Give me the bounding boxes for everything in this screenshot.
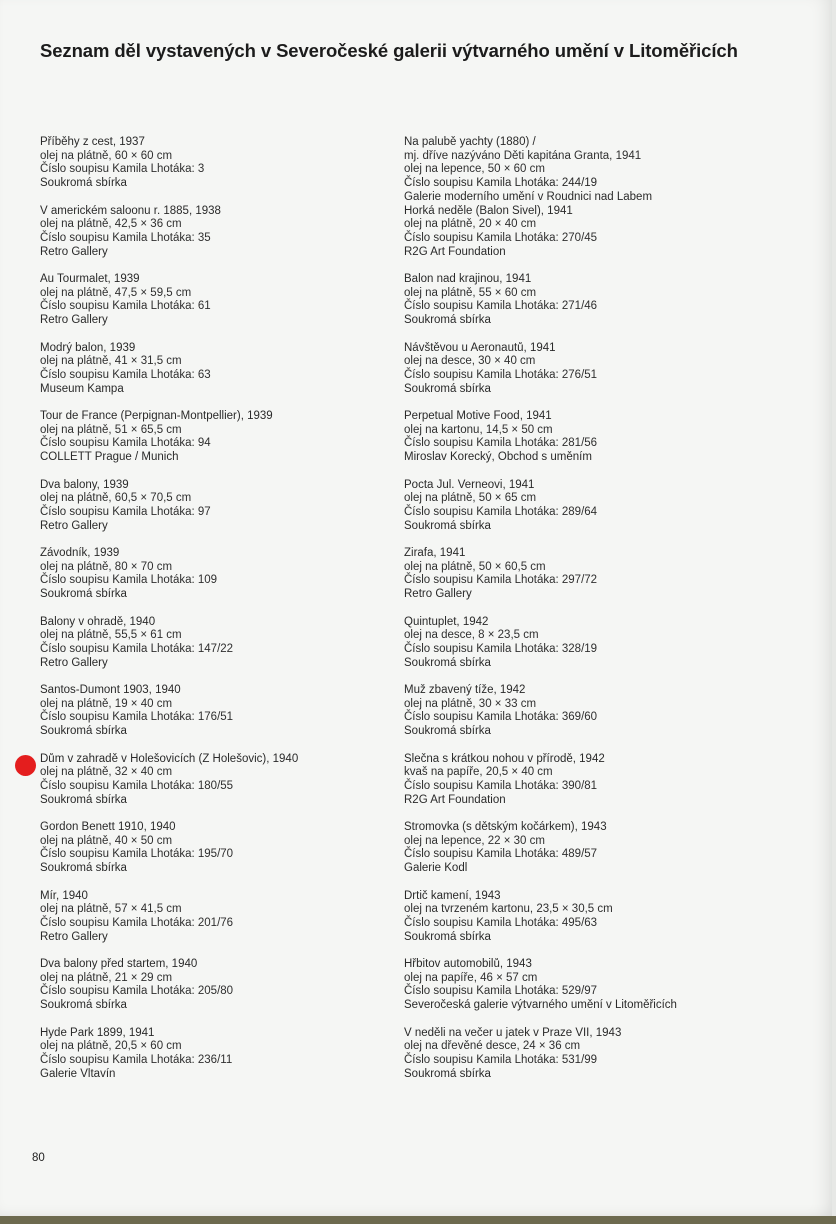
artwork-medium: olej na desce, 8 × 23,5 cm [404,629,539,642]
artwork-medium: olej na plátně, 55 × 60 cm [404,286,537,299]
artwork-medium: olej na plátně, 30 × 33 cm [404,697,537,710]
artwork-catalog-number: Číslo soupisu Kamila Lhotáka: 529/97 [404,985,598,998]
artwork-catalog-number: Číslo soupisu Kamila Lhotáka: 97 [40,505,211,518]
artwork-catalog-number: Číslo soupisu Kamila Lhotáka: 489/57 [404,848,598,861]
artwork-medium: kvaš na papíře, 20,5 × 40 cm [404,766,553,779]
artwork-title: Závodník, 1939 [40,547,120,559]
page-title: Seznam děl vystavených v Severočeské galerii výtvarného umění v Litoměřicích [40,40,738,61]
artwork-title: Dům v zahradě v Holešovicích (Z Holešovic), 1940 [40,752,299,765]
artwork-owner: Galerie Kodl [404,862,468,875]
page-number: 80 [32,1152,45,1164]
artwork-catalog-number: Číslo soupisu Kamila Lhotáka: 328/19 [404,642,598,655]
artwork-title: Au Tourmalet, 1939 [40,273,140,285]
artwork-medium: olej na tvrzeném kartonu, 23,5 × 30,5 cm [404,903,613,916]
artwork-title: Dva balony, 1939 [40,478,129,491]
artwork-catalog-number: Číslo soupisu Kamila Lhotáka: 109 [40,574,218,587]
artwork-owner: Museum Kampa [40,382,124,395]
artwork-entry [404,342,824,411]
artwork-owner: R2G Art Foundation [404,245,506,258]
artwork-entry [40,684,380,753]
artwork-catalog-number: Číslo soupisu Kamila Lhotáka: 297/72 [404,574,598,587]
artwork-medium: olej na plátně, 55,5 × 61 cm [40,629,182,642]
artwork-title: V americkém saloonu r. 1885, 1938 [40,204,221,217]
artwork-entry [40,136,380,205]
artwork-title: Hyde Park 1899, 1941 [40,1026,155,1039]
artwork-medium: olej na plátně, 51 × 65,5 cm [40,423,182,436]
artwork-entry [404,958,824,1027]
artwork-entry [404,205,824,274]
artwork-title: Stromovka (s dětským kočárkem), 1943 [404,821,607,833]
artwork-entry [404,1027,824,1096]
artwork-catalog-number: Číslo soupisu Kamila Lhotáka: 369/60 [404,711,598,724]
artwork-catalog-number: Číslo soupisu Kamila Lhotáka: 495/63 [404,916,598,929]
artwork-catalog-number: olej na lepence, 50 × 60 cm [404,163,545,176]
artwork-catalog-number: Číslo soupisu Kamila Lhotáka: 195/70 [40,848,234,861]
artwork-entry [40,1027,380,1096]
artwork-title: Mír, 1940 [40,889,88,902]
artwork-owner: Severočeská galerie výtvarného umění v Litoměřicích [404,999,677,1012]
artwork-title: Horká neděle (Balon Sivel), 1941 [404,204,573,217]
artwork-owner: Soukromá sbírka [404,1067,491,1080]
artwork-medium: olej na plátně, 20,5 × 60 cm [40,1040,182,1053]
artwork-owner: Soukromá sbírka [40,999,127,1012]
artwork-owner: Galerie moderního umění v Roudnici nad Labem [404,190,653,203]
artwork-entry [404,273,824,342]
artwork-catalog-number: Číslo soupisu Kamila Lhotáka: 531/99 [404,1053,598,1066]
artwork-owner: R2G Art Foundation [404,793,506,806]
artwork-title: V neděli na večer u jatek v Praze VII, 1943 [404,1026,622,1039]
artwork-catalog-number: Číslo soupisu Kamila Lhotáka: 289/64 [404,505,598,518]
artwork-entry [40,958,380,1027]
artwork-medium: olej na plátně, 42,5 × 36 cm [40,218,182,231]
artwork-medium: olej na papíře, 46 × 57 cm [404,971,538,984]
artwork-title: Quintuplet, 1942 [404,615,489,628]
artwork-entry [40,753,380,822]
artwork-title: Balony v ohradě, 1940 [40,615,156,628]
right-column [404,136,824,1095]
page-edge-background [0,1216,836,1224]
artwork-title: Muž zbavený tíže, 1942 [404,684,526,696]
artwork-medium: olej na plátně, 57 × 41,5 cm [40,903,182,916]
artwork-catalog-number: Číslo soupisu Kamila Lhotáka: 390/81 [404,779,598,792]
artwork-title: Drtič kamení, 1943 [404,889,501,902]
artwork-catalog-number: Číslo soupisu Kamila Lhotáka: 270/45 [404,231,598,244]
artwork-owner: Miroslav Korecký, Obchod s uměním [404,451,592,464]
artwork-catalog-number: Číslo soupisu Kamila Lhotáka: 63 [40,368,211,381]
artwork-medium: olej na plátně, 60,5 × 70,5 cm [40,492,192,505]
artwork-medium: olej na plátně, 50 × 60,5 cm [404,560,546,573]
artwork-entry [404,684,824,753]
artwork-medium: olej na plátně, 80 × 70 cm [40,560,173,573]
artwork-title: Modrý balon, 1939 [40,341,136,354]
artwork-entry [404,821,824,890]
artwork-entry [40,547,380,616]
artwork-entry [404,753,824,822]
red-dot-marker [15,755,36,776]
left-column [40,136,380,1095]
artwork-medium: olej na plátně, 20 × 40 cm [404,218,537,231]
artwork-medium: olej na plátně, 19 × 40 cm [40,697,173,710]
artwork-owner: COLLETT Prague / Munich [40,451,179,464]
artwork-catalog-number: Číslo soupisu Kamila Lhotáka: 201/76 [40,916,234,929]
artwork-catalog-number: Číslo soupisu Kamila Lhotáka: 281/56 [404,437,598,450]
artwork-owner: Retro Gallery [404,588,472,601]
artwork-title: Návštěvou u Aeronautů, 1941 [404,341,556,354]
artwork-title: Santos-Dumont 1903, 1940 [40,684,181,696]
artwork-title: Balon nad krajinou, 1941 [404,273,532,285]
artwork-medium: olej na plátně, 41 × 31,5 cm [40,355,182,368]
artwork-owner: Soukromá sbírka [404,519,491,532]
artwork-title: Žirafa, 1941 [404,547,466,559]
artwork-entry [404,547,824,616]
artwork-catalog-number: Číslo soupisu Kamila Lhotáka: 35 [40,231,211,244]
artwork-medium: olej na plátně, 47,5 × 59,5 cm [40,286,192,299]
artwork-medium: olej na dřevěné desce, 24 × 36 cm [404,1040,581,1053]
artwork-medium: olej na desce, 30 × 40 cm [404,355,536,368]
artwork-owner: Retro Gallery [40,519,108,532]
artwork-owner: Soukromá sbírka [40,177,127,190]
artwork-medium: olej na lepence, 22 × 30 cm [404,834,545,847]
artwork-entry [404,616,824,685]
artwork-entry [40,342,380,411]
artwork-entry [40,616,380,685]
artwork-owner: Soukromá sbírka [40,725,127,738]
artwork-catalog-number: Číslo soupisu Kamila Lhotáka: 205/80 [40,985,234,998]
artwork-title: Gordon Benett 1910, 1940 [40,821,176,833]
artwork-catalog-number: Číslo soupisu Kamila Lhotáka: 3 [40,163,205,176]
artwork-medium: olej na plátně, 50 × 65 cm [404,492,537,505]
artwork-entry [40,205,380,274]
artwork-title: Dva balony před startem, 1940 [40,958,198,970]
artwork-catalog-number: Číslo soupisu Kamila Lhotáka: 180/55 [40,779,234,792]
artwork-catalog-number: Číslo soupisu Kamila Lhotáka: 176/51 [40,711,234,724]
artwork-title: Slečna s krátkou nohou v přírodě, 1942 [404,752,605,765]
artwork-medium: olej na plátně, 40 × 50 cm [40,834,173,847]
artwork-title: Příběhy z cest, 1937 [40,136,145,148]
artwork-entry [40,273,380,342]
artwork-entry [40,410,380,479]
artwork-entry [404,410,824,479]
artwork-owner: Soukromá sbírka [40,862,127,875]
artwork-medium: olej na plátně, 21 × 29 cm [40,971,173,984]
artwork-entry [40,479,380,548]
artwork-entry [40,821,380,890]
artwork-entry [404,890,824,959]
artwork-owner: Galerie Vltavín [40,1067,116,1080]
artwork-owner: Retro Gallery [40,245,108,258]
artwork-catalog-number: Číslo soupisu Kamila Lhotáka: 271/46 [404,300,598,313]
artwork-medium: mj. dříve nazýváno Děti kapitána Granta, 1941 [404,149,642,162]
artwork-catalog-number: Číslo soupisu Kamila Lhotáka: 61 [40,300,211,313]
artwork-owner: Retro Gallery [40,930,108,943]
artwork-owner: Retro Gallery [40,656,108,669]
artwork-catalog-number: Číslo soupisu Kamila Lhotáka: 276/51 [404,368,598,381]
artwork-entry [40,890,380,959]
artwork-owner: Soukromá sbírka [40,588,127,601]
artwork-title: Tour de France (Perpignan-Montpellier), 1939 [40,410,273,422]
artwork-owner: Soukromá sbírka [40,793,127,806]
artwork-catalog-number: Číslo soupisu Kamila Lhotáka: 147/22 [40,642,234,655]
artwork-owner: Retro Gallery [40,314,108,327]
artwork-medium: olej na plátně, 32 × 40 cm [40,766,173,779]
artwork-title: Na palubě yachty (1880) / [404,136,536,148]
artwork-title: Hřbitov automobilů, 1943 [404,958,532,970]
artwork-medium: olej na kartonu, 14,5 × 50 cm [404,423,553,436]
artwork-entry [404,136,824,205]
artwork-owner: Soukromá sbírka [404,930,491,943]
artwork-title: Perpetual Motive Food, 1941 [404,410,552,422]
artwork-catalog-number: Číslo soupisu Kamila Lhotáka: 94 [40,437,211,450]
artwork-title: Pocta Jul. Verneovi, 1941 [404,478,535,491]
artwork-catalog-number: Číslo soupisu Kamila Lhotáka: 236/11 [40,1053,233,1066]
artwork-entry [404,479,824,548]
artwork-medium: olej na plátně, 60 × 60 cm [40,149,173,162]
artwork-owner: Číslo soupisu Kamila Lhotáka: 244/19 [404,177,598,190]
artwork-owner: Soukromá sbírka [404,656,491,669]
artwork-owner: Soukromá sbírka [404,382,491,395]
artwork-owner: Soukromá sbírka [404,314,491,327]
artwork-owner: Soukromá sbírka [404,725,491,738]
